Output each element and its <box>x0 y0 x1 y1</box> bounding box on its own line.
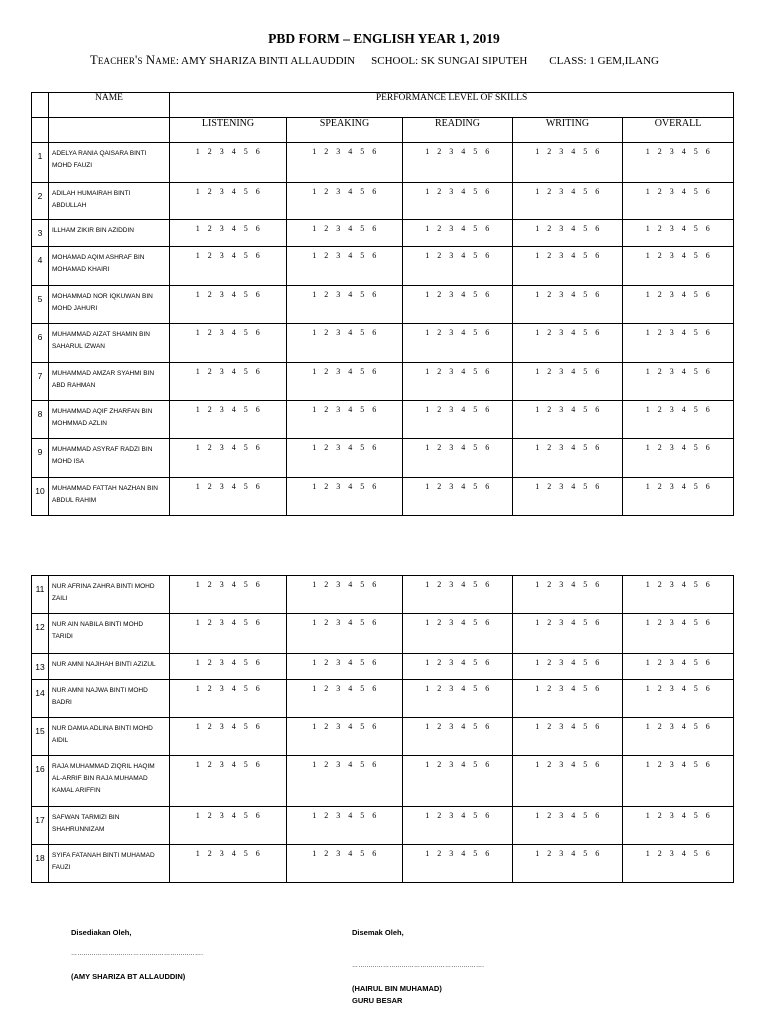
score-scale-overall[interactable]: 1 2 3 4 5 6 <box>623 143 734 183</box>
score-scale-writing[interactable]: 1 2 3 4 5 6 <box>513 401 623 439</box>
student-row <box>32 478 734 516</box>
form-info <box>90 53 730 68</box>
score-scale-writing[interactable]: 1 2 3 4 5 6 <box>513 286 623 324</box>
student-row <box>32 143 734 183</box>
score-scale-writing[interactable]: 1 2 3 4 5 6 <box>513 576 623 614</box>
student-name: SYIFA FATANAH BINTI MUHAMAD FAUZI <box>49 845 170 883</box>
score-scale-overall[interactable]: 1 2 3 4 5 6 <box>623 654 734 680</box>
score-scale-speaking[interactable]: 1 2 3 4 5 6 <box>287 718 403 756</box>
student-name: MOHAMAD AQIM ASHRAF BIN MOHAMAD KHAIRI <box>49 247 170 286</box>
score-scale-listening[interactable]: 1 2 3 4 5 6 <box>170 576 287 614</box>
score-scale-overall[interactable]: 1 2 3 4 5 6 <box>623 439 734 478</box>
score-scale-writing[interactable]: 1 2 3 4 5 6 <box>513 439 623 478</box>
score-scale-overall[interactable]: 1 2 3 4 5 6 <box>623 756 734 807</box>
student-number: 4 <box>32 247 49 286</box>
score-scale-listening[interactable]: 1 2 3 4 5 6 <box>170 807 287 845</box>
score-scale-listening[interactable]: 1 2 3 4 5 6 <box>170 220 287 247</box>
score-scale-writing[interactable]: 1 2 3 4 5 6 <box>513 478 623 516</box>
score-scale-reading[interactable]: 1 2 3 4 5 6 <box>403 324 513 363</box>
checked-by-name: (HAIRUL BIN MUHAMAD) <box>352 984 442 993</box>
score-scale-overall[interactable]: 1 2 3 4 5 6 <box>623 220 734 247</box>
score-scale-listening[interactable]: 1 2 3 4 5 6 <box>170 654 287 680</box>
score-scale-overall[interactable]: 1 2 3 4 5 6 <box>623 718 734 756</box>
score-scale-writing[interactable]: 1 2 3 4 5 6 <box>513 183 623 220</box>
score-scale-speaking[interactable]: 1 2 3 4 5 6 <box>287 807 403 845</box>
student-number: 8 <box>32 401 49 439</box>
student-number: 2 <box>32 183 49 220</box>
student-name: ADELYA RANIA QAISARA BINTI MOHD FAUZI <box>49 143 170 183</box>
score-scale-listening[interactable]: 1 2 3 4 5 6 <box>170 183 287 220</box>
student-number: 17 <box>32 807 49 845</box>
assessment-table-2 <box>31 575 734 883</box>
score-scale-speaking[interactable]: 1 2 3 4 5 6 <box>287 183 403 220</box>
student-name: MUHAMMAD ASYRAF RADZI BIN MOHD ISA <box>49 439 170 478</box>
score-scale-reading[interactable]: 1 2 3 4 5 6 <box>403 576 513 614</box>
student-name: NUR AIN NABILA BINTI MOHD TARIDI <box>49 614 170 654</box>
score-scale-overall[interactable]: 1 2 3 4 5 6 <box>623 363 734 401</box>
skill-listening: LISTENING <box>170 118 287 143</box>
student-row <box>32 247 734 286</box>
student-row <box>32 756 734 807</box>
score-scale-overall[interactable]: 1 2 3 4 5 6 <box>623 478 734 516</box>
student-number: 7 <box>32 363 49 401</box>
skill-reading: READING <box>403 118 513 143</box>
score-scale-listening[interactable]: 1 2 3 4 5 6 <box>170 363 287 401</box>
score-scale-listening[interactable]: 1 2 3 4 5 6 <box>170 286 287 324</box>
score-scale-writing[interactable]: 1 2 3 4 5 6 <box>513 807 623 845</box>
score-scale-speaking[interactable]: 1 2 3 4 5 6 <box>287 324 403 363</box>
checked-signature-line: ………………………………………………………. <box>352 963 485 969</box>
student-number: 5 <box>32 286 49 324</box>
score-scale-speaking[interactable]: 1 2 3 4 5 6 <box>287 286 403 324</box>
student-number: 11 <box>32 576 49 614</box>
score-scale-reading[interactable]: 1 2 3 4 5 6 <box>403 680 513 718</box>
score-scale-speaking[interactable]: 1 2 3 4 5 6 <box>287 439 403 478</box>
score-scale-listening[interactable]: 1 2 3 4 5 6 <box>170 845 287 883</box>
student-row <box>32 183 734 220</box>
assessment-table-1 <box>31 92 734 516</box>
student-row <box>32 363 734 401</box>
score-scale-writing[interactable]: 1 2 3 4 5 6 <box>513 614 623 654</box>
student-row <box>32 654 734 680</box>
score-scale-overall[interactable]: 1 2 3 4 5 6 <box>623 807 734 845</box>
student-row <box>32 439 734 478</box>
number-header <box>32 93 49 118</box>
student-name: MUHAMMAD FATTAH NAZHAN BIN ABDUL RAHIM <box>49 478 170 516</box>
checked-by-label: Disemak Oleh, <box>352 928 404 937</box>
score-scale-speaking[interactable]: 1 2 3 4 5 6 <box>287 680 403 718</box>
student-row <box>32 324 734 363</box>
score-scale-speaking[interactable]: 1 2 3 4 5 6 <box>287 401 403 439</box>
name-header: NAME <box>49 93 170 118</box>
score-scale-overall[interactable]: 1 2 3 4 5 6 <box>623 845 734 883</box>
score-scale-listening[interactable]: 1 2 3 4 5 6 <box>170 756 287 807</box>
score-scale-listening[interactable]: 1 2 3 4 5 6 <box>170 718 287 756</box>
score-scale-reading[interactable]: 1 2 3 4 5 6 <box>403 286 513 324</box>
score-scale-writing[interactable]: 1 2 3 4 5 6 <box>513 220 623 247</box>
class: CLASS: 1 GEM,ILANG <box>549 55 659 67</box>
score-scale-overall[interactable]: 1 2 3 4 5 6 <box>623 401 734 439</box>
student-name: MOHAMMAD NOR IQKUWAN BIN MOHD JAHURI <box>49 286 170 324</box>
student-name: MUHAMMAD AMZAR SYAHMI BIN ABD RAHMAN <box>49 363 170 401</box>
student-name: NUR AMNI NAJWA BINTI MOHD BADRI <box>49 680 170 718</box>
score-scale-speaking[interactable]: 1 2 3 4 5 6 <box>287 363 403 401</box>
score-scale-reading[interactable]: 1 2 3 4 5 6 <box>403 439 513 478</box>
score-scale-reading[interactable]: 1 2 3 4 5 6 <box>403 845 513 883</box>
student-number: 16 <box>32 756 49 807</box>
prepared-by-label: Disediakan Oleh, <box>71 928 132 937</box>
student-name: ILLHAM ZIKIR BIN AZIDDIN <box>49 220 170 247</box>
score-scale-listening[interactable]: 1 2 3 4 5 6 <box>170 143 287 183</box>
student-row <box>32 718 734 756</box>
score-scale-overall[interactable]: 1 2 3 4 5 6 <box>623 286 734 324</box>
score-scale-writing[interactable]: 1 2 3 4 5 6 <box>513 756 623 807</box>
student-number: 12 <box>32 614 49 654</box>
score-scale-writing[interactable]: 1 2 3 4 5 6 <box>513 718 623 756</box>
student-row <box>32 286 734 324</box>
score-scale-listening[interactable]: 1 2 3 4 5 6 <box>170 680 287 718</box>
score-scale-reading[interactable]: 1 2 3 4 5 6 <box>403 718 513 756</box>
student-name: NUR AMNI NAJIHAH BINTI AZIZUL <box>49 654 170 680</box>
score-scale-speaking[interactable]: 1 2 3 4 5 6 <box>287 756 403 807</box>
student-name: SAFWAN TARMIZI BIN SHAHRUNNIZAM <box>49 807 170 845</box>
student-name: NUR AFRINA ZAHRA BINTI MOHD ZAILI <box>49 576 170 614</box>
score-scale-reading[interactable]: 1 2 3 4 5 6 <box>403 756 513 807</box>
score-scale-overall[interactable]: 1 2 3 4 5 6 <box>623 680 734 718</box>
score-scale-speaking[interactable]: 1 2 3 4 5 6 <box>287 143 403 183</box>
student-row <box>32 845 734 883</box>
student-number: 10 <box>32 478 49 516</box>
student-name: MUHAMMAD AQIF ZHARFAN BIN MOHMMAD AZLIN <box>49 401 170 439</box>
student-name: NUR DAMIA ADLINA BINTI MOHD AIDIL <box>49 718 170 756</box>
skills-header-row <box>32 118 734 143</box>
score-scale-speaking[interactable]: 1 2 3 4 5 6 <box>287 576 403 614</box>
student-name: RAJA MUHAMMAD ZIQRIL HAQIM AL-ARRIF BIN RAJA MUHAMAD KAMAL ARIFFIN <box>49 756 170 807</box>
student-number: 3 <box>32 220 49 247</box>
student-name: ADILAH HUMAIRAH BINTI ABDULLAH <box>49 183 170 220</box>
score-scale-reading[interactable]: 1 2 3 4 5 6 <box>403 401 513 439</box>
score-scale-reading[interactable]: 1 2 3 4 5 6 <box>403 220 513 247</box>
score-scale-reading[interactable]: 1 2 3 4 5 6 <box>403 478 513 516</box>
score-scale-reading[interactable]: 1 2 3 4 5 6 <box>403 247 513 286</box>
score-scale-reading[interactable]: 1 2 3 4 5 6 <box>403 654 513 680</box>
score-scale-speaking[interactable]: 1 2 3 4 5 6 <box>287 654 403 680</box>
score-scale-listening[interactable]: 1 2 3 4 5 6 <box>170 478 287 516</box>
student-row <box>32 614 734 654</box>
student-number: 15 <box>32 718 49 756</box>
score-scale-reading[interactable]: 1 2 3 4 5 6 <box>403 807 513 845</box>
student-row <box>32 680 734 718</box>
score-scale-listening[interactable]: 1 2 3 4 5 6 <box>170 324 287 363</box>
skill-writing: WRITING <box>513 118 623 143</box>
student-row <box>32 576 734 614</box>
score-scale-speaking[interactable]: 1 2 3 4 5 6 <box>287 614 403 654</box>
teacher-name: : AMY SHARIZA BINTI ALLAUDDIN <box>175 55 356 67</box>
score-scale-overall[interactable]: 1 2 3 4 5 6 <box>623 614 734 654</box>
score-scale-reading[interactable]: 1 2 3 4 5 6 <box>403 614 513 654</box>
score-scale-writing[interactable]: 1 2 3 4 5 6 <box>513 845 623 883</box>
student-name: MUHAMMAD AIZAT SHAMIN BIN SAHARUL IZWAN <box>49 324 170 363</box>
teacher-label: Teacher's Name <box>90 53 176 67</box>
student-row <box>32 220 734 247</box>
student-number: 13 <box>32 654 49 680</box>
student-row <box>32 401 734 439</box>
checked-by-title: GURU BESAR <box>352 996 403 1005</box>
score-scale-speaking[interactable]: 1 2 3 4 5 6 <box>287 478 403 516</box>
score-scale-overall[interactable]: 1 2 3 4 5 6 <box>623 183 734 220</box>
score-scale-writing[interactable]: 1 2 3 4 5 6 <box>513 247 623 286</box>
skill-overall: OVERALL <box>623 118 734 143</box>
score-scale-speaking[interactable]: 1 2 3 4 5 6 <box>287 220 403 247</box>
score-scale-writing[interactable]: 1 2 3 4 5 6 <box>513 680 623 718</box>
student-number: 9 <box>32 439 49 478</box>
score-scale-speaking[interactable]: 1 2 3 4 5 6 <box>287 845 403 883</box>
student-number: 1 <box>32 143 49 183</box>
student-number: 18 <box>32 845 49 883</box>
score-scale-writing[interactable]: 1 2 3 4 5 6 <box>513 654 623 680</box>
skill-speaking: SPEAKING <box>287 118 403 143</box>
prepared-signature-line: ………………………………………………………. <box>71 951 204 957</box>
score-scale-writing[interactable]: 1 2 3 4 5 6 <box>513 324 623 363</box>
score-scale-listening[interactable]: 1 2 3 4 5 6 <box>170 614 287 654</box>
table-header-row <box>32 93 734 118</box>
score-scale-reading[interactable]: 1 2 3 4 5 6 <box>403 363 513 401</box>
student-number: 14 <box>32 680 49 718</box>
form-title: PBD FORM – ENGLISH YEAR 1, 2019 <box>268 31 500 46</box>
school: SCHOOL: SK SUNGAI SIPUTEH <box>371 55 528 67</box>
score-scale-listening[interactable]: 1 2 3 4 5 6 <box>170 439 287 478</box>
score-scale-writing[interactable]: 1 2 3 4 5 6 <box>513 363 623 401</box>
prepared-by-name: (AMY SHARIZA BT ALLAUDDIN) <box>71 972 186 981</box>
student-row <box>32 807 734 845</box>
score-scale-listening[interactable]: 1 2 3 4 5 6 <box>170 401 287 439</box>
score-scale-overall[interactable]: 1 2 3 4 5 6 <box>623 576 734 614</box>
score-scale-overall[interactable]: 1 2 3 4 5 6 <box>623 247 734 286</box>
score-scale-listening[interactable]: 1 2 3 4 5 6 <box>170 247 287 286</box>
score-scale-reading[interactable]: 1 2 3 4 5 6 <box>403 183 513 220</box>
performance-header: PERFORMANCE LEVEL OF SKILLS <box>170 93 734 118</box>
student-number: 6 <box>32 324 49 363</box>
score-scale-reading[interactable]: 1 2 3 4 5 6 <box>403 143 513 183</box>
score-scale-overall[interactable]: 1 2 3 4 5 6 <box>623 324 734 363</box>
score-scale-writing[interactable]: 1 2 3 4 5 6 <box>513 143 623 183</box>
score-scale-speaking[interactable]: 1 2 3 4 5 6 <box>287 247 403 286</box>
